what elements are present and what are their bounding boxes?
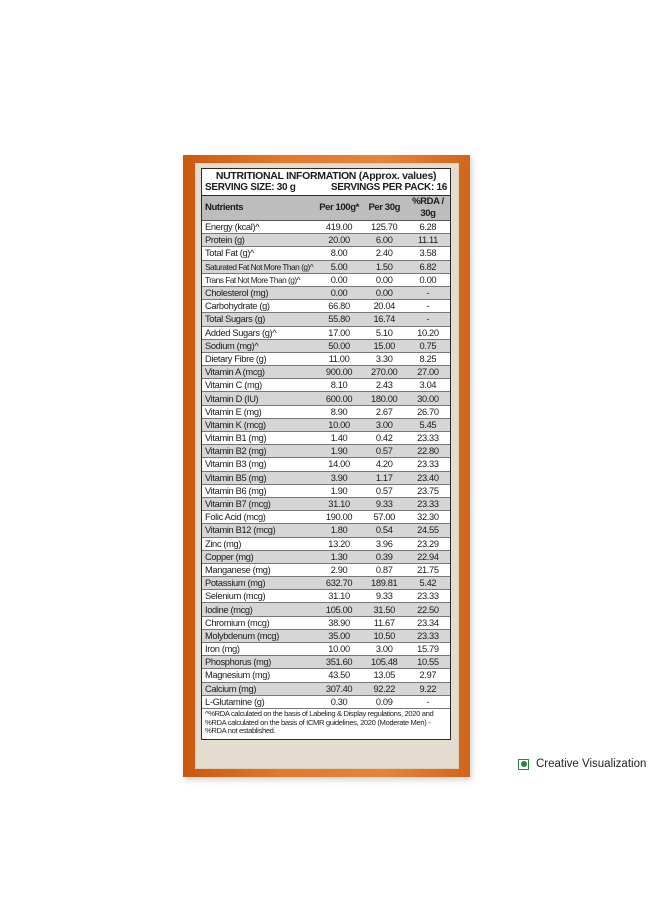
table-row (202, 221, 450, 234)
table-row (202, 313, 450, 326)
value-per-30g: 92.22 (363, 682, 406, 695)
value-rda: 5.42 (406, 577, 450, 590)
value-rda: 3.04 (406, 379, 450, 392)
table-row (202, 550, 450, 563)
nutrient-name: Iodine (mcg) (202, 603, 315, 616)
value-per-30g: 2.67 (363, 405, 406, 418)
table-row (202, 682, 450, 695)
value-per-30g: 1.50 (363, 260, 406, 273)
nutrient-name: Sodium (mg)^ (202, 339, 315, 352)
value-per-30g: 2.43 (363, 379, 406, 392)
value-per-100g: 600.00 (315, 392, 362, 405)
value-per-100g: 66.80 (315, 300, 362, 313)
nutrient-name: Vitamin B5 (mg) (202, 471, 315, 484)
value-per-100g: 11.00 (315, 352, 362, 365)
nutrient-name: Protein (g) (202, 234, 315, 247)
creative-visualization-badge (518, 758, 646, 770)
nutrient-name: Dietary Fibre (g) (202, 352, 315, 365)
value-per-30g: 15.00 (363, 339, 406, 352)
table-row (202, 234, 450, 247)
table-row (202, 352, 450, 365)
table-row (202, 405, 450, 418)
table-row (202, 445, 450, 458)
value-per-30g: 11.67 (363, 616, 406, 629)
nutrient-name: Vitamin D (IU) (202, 392, 315, 405)
value-per-100g: 1.30 (315, 550, 362, 563)
value-per-30g: 13.05 (363, 669, 406, 682)
table-row (202, 537, 450, 550)
value-per-30g: 3.00 (363, 643, 406, 656)
value-per-30g: 125.70 (363, 221, 406, 234)
value-per-30g: 9.33 (363, 590, 406, 603)
value-per-100g: 1.90 (315, 445, 362, 458)
value-per-30g: 105.48 (363, 656, 406, 669)
value-rda: 23.34 (406, 616, 450, 629)
value-rda: 6.82 (406, 260, 450, 273)
value-rda: 24.55 (406, 524, 450, 537)
value-per-30g: 2.40 (363, 247, 406, 260)
servings-per-pack: SERVINGS PER PACK: 16 (330, 182, 447, 193)
table-header-row (202, 196, 450, 221)
table-row (202, 339, 450, 352)
value-per-100g: 190.00 (315, 511, 362, 524)
value-per-30g: 0.39 (363, 550, 406, 563)
nutrition-table-body (202, 221, 450, 709)
nutrient-name: Trans Fat Not More Than (g)^ (202, 273, 315, 286)
value-per-100g: 43.50 (315, 669, 362, 682)
table-row (202, 260, 450, 273)
value-per-100g: 10.00 (315, 643, 362, 656)
table-row (202, 286, 450, 299)
value-per-100g: 1.80 (315, 524, 362, 537)
value-rda: 22.94 (406, 550, 450, 563)
nutrient-name: Vitamin K (mcg) (202, 418, 315, 431)
value-rda: 5.45 (406, 418, 450, 431)
table-row (202, 524, 450, 537)
value-per-30g: 0.57 (363, 445, 406, 458)
value-per-100g: 20.00 (315, 234, 362, 247)
value-rda: 23.40 (406, 471, 450, 484)
value-rda: - (406, 300, 450, 313)
value-per-100g: 3.90 (315, 471, 362, 484)
footnote: ^%RDA calculated on the basis of Labeling & Display regulations, 2020 and %RDA calculated on the basis of ICMR guidelines, 2020 (Moderate Men) - %RDA not established. (205, 708, 434, 736)
table-row (202, 603, 450, 616)
value-rda: 26.70 (406, 405, 450, 418)
veg-mark-icon (518, 759, 529, 770)
table-row (202, 366, 450, 379)
value-rda: 23.33 (406, 432, 450, 445)
value-per-30g: 57.00 (363, 511, 406, 524)
nutrient-name: Added Sugars (g)^ (202, 326, 315, 339)
table-row (202, 300, 450, 313)
value-rda: 30.00 (406, 392, 450, 405)
nutrient-name: Selenium (mcg) (202, 590, 315, 603)
table-row (202, 247, 450, 260)
value-per-100g: 1.40 (315, 432, 362, 445)
nutrient-name: L-Glutamine (g) (202, 695, 315, 708)
value-rda: 22.50 (406, 603, 450, 616)
value-per-100g: 38.90 (315, 616, 362, 629)
value-rda: 0.00 (406, 273, 450, 286)
nutrition-label (201, 168, 451, 740)
value-per-100g: 55.80 (315, 313, 362, 326)
value-rda: 23.75 (406, 484, 450, 497)
value-per-30g: 4.20 (363, 458, 406, 471)
value-per-30g: 0.57 (363, 484, 406, 497)
table-row (202, 484, 450, 497)
value-per-30g: 5.10 (363, 326, 406, 339)
table-row (202, 497, 450, 510)
nutrient-name: Potassium (mg) (202, 577, 315, 590)
nutrient-name: Cholesterol (mg) (202, 286, 315, 299)
value-per-100g: 14.00 (315, 458, 362, 471)
value-per-100g: 17.00 (315, 326, 362, 339)
value-per-30g: 0.87 (363, 563, 406, 576)
badge-text: Creative Visualization (536, 758, 647, 770)
nutrient-name: Vitamin B1 (mg) (202, 432, 315, 445)
serving-size: SERVING SIZE: 30 g (205, 182, 296, 193)
value-rda: 6.28 (406, 221, 450, 234)
value-per-30g: 31.50 (363, 603, 406, 616)
table-row (202, 418, 450, 431)
table-row (202, 273, 450, 286)
header-nutrients: Nutrients (202, 196, 315, 221)
table-row (202, 511, 450, 524)
value-rda: 9.22 (406, 682, 450, 695)
value-per-100g: 35.00 (315, 629, 362, 642)
value-per-100g: 632.70 (315, 577, 362, 590)
value-per-30g: 3.00 (363, 418, 406, 431)
value-rda: - (406, 695, 450, 708)
value-rda: 22.80 (406, 445, 450, 458)
table-row (202, 629, 450, 642)
nutrient-name: Carbohydrate (g) (202, 300, 315, 313)
nutrient-name: Phosphorus (mg) (202, 656, 315, 669)
value-per-100g: 31.10 (315, 497, 362, 510)
value-per-100g: 0.00 (315, 286, 362, 299)
value-rda: 23.33 (406, 458, 450, 471)
value-rda: 23.33 (406, 629, 450, 642)
value-per-100g: 0.00 (315, 273, 362, 286)
nutrient-name: Total Sugars (g) (202, 313, 315, 326)
value-rda: 27.00 (406, 366, 450, 379)
value-per-30g: 0.00 (363, 286, 406, 299)
value-rda: 10.20 (406, 326, 450, 339)
value-per-100g: 0.30 (315, 695, 362, 708)
serving-info (202, 182, 450, 196)
value-per-30g: 3.96 (363, 537, 406, 550)
value-per-100g: 8.10 (315, 379, 362, 392)
nutrient-name: Vitamin E (mg) (202, 405, 315, 418)
nutrient-name: Total Fat (g)^ (202, 247, 315, 260)
table-row (202, 379, 450, 392)
value-per-30g: 10.50 (363, 629, 406, 642)
nutrient-name: Vitamin A (mcg) (202, 366, 315, 379)
header-rda: %RDA / 30g (406, 196, 450, 221)
value-per-30g: 9.33 (363, 497, 406, 510)
nutrient-name: Vitamin B2 (mg) (202, 445, 315, 458)
value-per-30g: 16.74 (363, 313, 406, 326)
table-row (202, 669, 450, 682)
value-rda: 23.29 (406, 537, 450, 550)
value-per-30g: 0.00 (363, 273, 406, 286)
table-row (202, 432, 450, 445)
nutrient-name: Vitamin B6 (mg) (202, 484, 315, 497)
nutrient-name: Vitamin B7 (mcg) (202, 497, 315, 510)
value-per-100g: 419.00 (315, 221, 362, 234)
value-per-30g: 0.42 (363, 432, 406, 445)
value-per-100g: 1.90 (315, 484, 362, 497)
value-rda: 8.25 (406, 352, 450, 365)
table-row (202, 392, 450, 405)
nutrient-name: Manganese (mg) (202, 563, 315, 576)
value-per-100g: 5.00 (315, 260, 362, 273)
value-rda: 15.79 (406, 643, 450, 656)
nutrient-name: Magnesium (mg) (202, 669, 315, 682)
value-rda: 3.58 (406, 247, 450, 260)
nutrient-name: Vitamin C (mg) (202, 379, 315, 392)
nutrient-name: Vitamin B3 (mg) (202, 458, 315, 471)
value-per-100g: 307.40 (315, 682, 362, 695)
value-per-30g: 270.00 (363, 366, 406, 379)
value-per-30g: 0.54 (363, 524, 406, 537)
nutrition-table (202, 196, 450, 709)
value-rda: - (406, 286, 450, 299)
value-per-100g: 351.60 (315, 656, 362, 669)
table-row (202, 563, 450, 576)
nutrient-name: Molybdenum (mcg) (202, 629, 315, 642)
value-per-30g: 189.81 (363, 577, 406, 590)
value-per-30g: 6.00 (363, 234, 406, 247)
value-per-30g: 3.30 (363, 352, 406, 365)
value-rda: 23.33 (406, 497, 450, 510)
value-per-30g: 180.00 (363, 392, 406, 405)
value-per-100g: 13.20 (315, 537, 362, 550)
nutrient-name: Iron (mg) (202, 643, 315, 656)
header-per-100g: Per 100g* (315, 196, 362, 221)
value-per-100g: 50.00 (315, 339, 362, 352)
value-rda: 10.55 (406, 656, 450, 669)
value-per-100g: 10.00 (315, 418, 362, 431)
nutrient-name: Vitamin B12 (mcg) (202, 524, 315, 537)
value-per-30g: 1.17 (363, 471, 406, 484)
value-per-100g: 900.00 (315, 366, 362, 379)
table-row (202, 656, 450, 669)
nutrient-name: Copper (mg) (202, 550, 315, 563)
table-row (202, 616, 450, 629)
value-per-100g: 8.90 (315, 405, 362, 418)
nutrient-name: Folic Acid (mcg) (202, 511, 315, 524)
value-per-30g: 20.04 (363, 300, 406, 313)
value-rda: 32.30 (406, 511, 450, 524)
table-row (202, 643, 450, 656)
table-row (202, 471, 450, 484)
nutrient-name: Energy (kcal)^ (202, 221, 315, 234)
table-row (202, 577, 450, 590)
value-rda: 11.11 (406, 234, 450, 247)
header-per-30g: Per 30g (363, 196, 406, 221)
table-row (202, 458, 450, 471)
value-rda: 0.75 (406, 339, 450, 352)
label-title: NUTRITIONAL INFORMATION (Approx. values) (215, 170, 437, 182)
value-per-100g: 105.00 (315, 603, 362, 616)
value-rda: 23.33 (406, 590, 450, 603)
nutrient-name: Calcium (mg) (202, 682, 315, 695)
value-rda: 21.75 (406, 563, 450, 576)
nutrient-name: Zinc (mg) (202, 537, 315, 550)
table-row (202, 590, 450, 603)
value-per-100g: 31.10 (315, 590, 362, 603)
table-row (202, 695, 450, 708)
value-rda: - (406, 313, 450, 326)
nutrient-name: Chromium (mcg) (202, 616, 315, 629)
value-rda: 2.97 (406, 669, 450, 682)
table-row (202, 326, 450, 339)
value-per-30g: 0.09 (363, 695, 406, 708)
value-per-100g: 8.00 (315, 247, 362, 260)
nutrient-name: Saturated Fat Not More Than (g)^ (202, 260, 315, 273)
value-per-100g: 2.90 (315, 563, 362, 576)
